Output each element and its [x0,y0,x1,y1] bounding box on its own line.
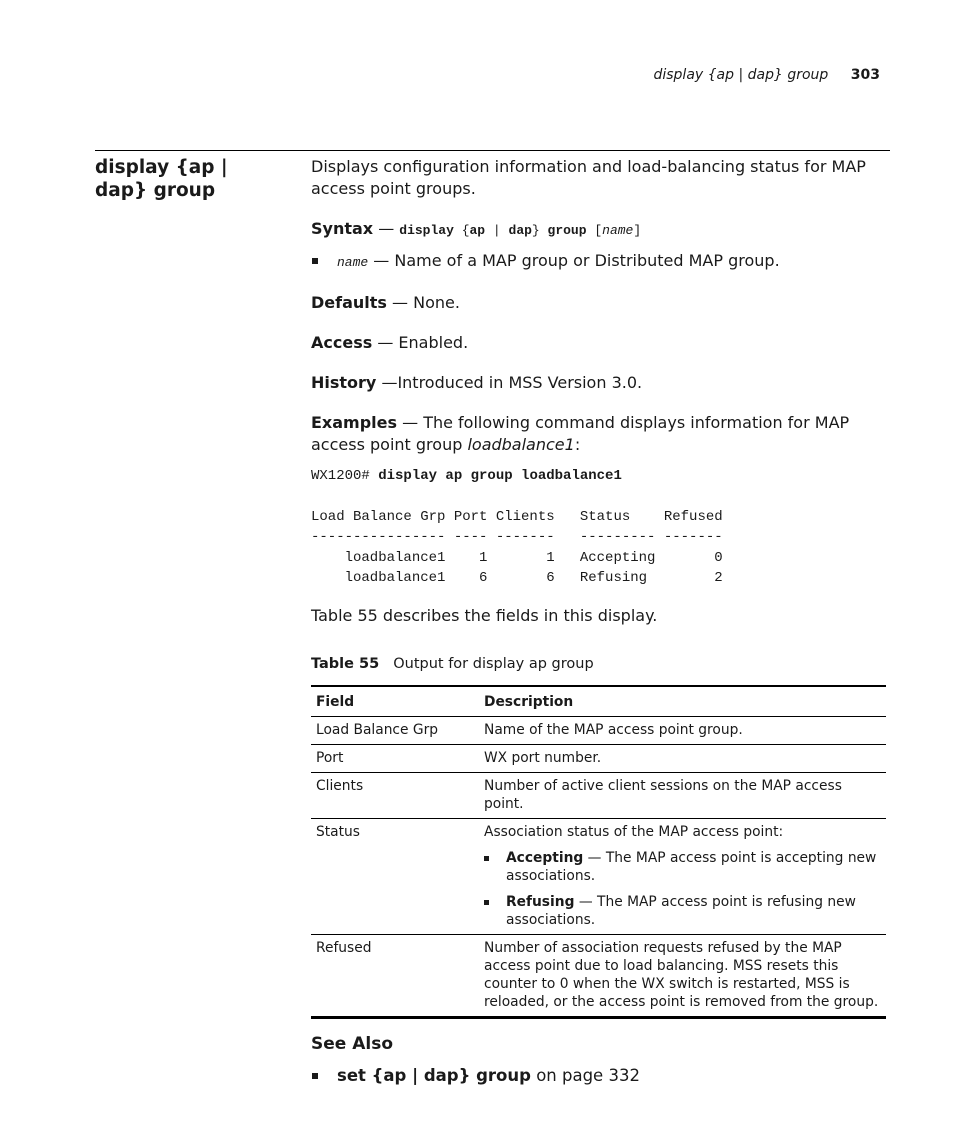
intro-text: Displays configuration information and load-balancing status for MAP access point groups. [311,157,866,198]
page-number: 303 [850,67,880,83]
see-also-heading: See Also [311,1033,394,1054]
syntax-bracket-close: ] [633,223,642,238]
command-output [311,507,886,589]
see-also-page: on page 332 [530,1065,640,1085]
syntax-brace-open: { [453,223,470,238]
table-row [311,818,886,934]
cell-field: Load Balance Grp [316,721,439,738]
access-text: — Enabled. [372,333,469,352]
status-term: Refusing [506,893,575,910]
examples-text: — The following command displays information for MAP access point group [311,413,850,454]
syntax-bracket-open: [ [586,223,603,238]
status-term-desc: — The MAP access point is accepting new associations. [506,849,877,884]
col-header-description: Description [484,693,574,710]
cell-description: Number of active client sessions on the MAP access point. [484,777,842,812]
access-label: Access [311,333,373,352]
table-row [311,744,886,772]
col-header-field: Field [316,693,355,710]
section-rule [95,150,890,151]
table-header-row [311,686,886,717]
status-bullet [484,849,881,885]
syntax-cmd-ap: ap [469,223,486,238]
syntax-dash: — [373,219,400,238]
table-reference: Table 55 describes the fields in this display. [311,605,658,625]
access-line [311,332,886,354]
bullet-square-icon [312,1073,318,1079]
output-line: loadbalance1 6 6 Refusing 2 [311,570,723,586]
command-line [311,466,886,487]
param-desc: — Name of a MAP group or Distributed MAP group. [368,251,780,270]
table-caption [311,653,886,675]
table-row [311,716,886,744]
history-text: —Introduced in MSS Version 3.0. [376,373,643,392]
syntax-cmd-display: display [399,223,454,238]
see-also-link[interactable]: set {ap | dap} group [337,1065,531,1085]
history-label: History [311,373,377,392]
cell-field: Clients [316,777,364,794]
output-line: loadbalance1 1 1 Accepting 0 [311,549,723,566]
running-title: display {ap | dap} group [653,67,829,83]
examples-label: Examples [311,413,398,432]
examples-line [311,412,886,456]
fields-table [311,685,886,1019]
running-header [653,67,880,83]
output-line: ---------------- ---- ------- --------- ------- [311,529,723,545]
syntax-cmd-group: group [547,223,587,238]
status-desc: Association status of the MAP access point: [484,823,784,840]
status-term-desc: — The MAP access point is refusing new associations. [506,893,856,928]
output-line: Load Balance Grp Port Clients Status Refused [311,508,723,525]
defaults-line [311,292,886,314]
command-text: display ap group loadbalance1 [378,468,622,484]
cell-field: Status [316,823,360,840]
cell-description: Name of the MAP access point group. [484,721,743,738]
bullet-square-icon [484,856,489,861]
examples-colon: : [574,435,581,454]
defaults-text: — None. [386,293,460,312]
status-term: Accepting [506,849,584,866]
param-list-item [311,250,886,274]
table-row [311,772,886,818]
section-body [311,156,886,1087]
cell-description: WX port number. [484,749,602,766]
cell-description [479,818,886,934]
section-title: display {ap | dap} group [95,157,228,201]
bullet-square-icon [312,258,318,264]
syntax-pipe: | [485,223,509,238]
table-row [311,934,886,1017]
cell-field: Refused [316,939,372,956]
syntax-line [311,218,886,242]
syntax-label: Syntax [311,219,374,238]
table-label: Table 55 [311,655,380,672]
command-prompt: WX1200# [311,468,379,484]
history-line [311,372,886,394]
examples-group: loadbalance1 [467,435,575,454]
param-name: name [337,255,369,270]
cell-field: Port [316,749,344,766]
syntax-param: name [602,223,634,238]
defaults-label: Defaults [311,293,387,312]
cell-description: Number of association requests refused by the MAP access point due to load balancing. MSS resets this counter to 0 when the WX switch is restarted, MSS is reloaded, or the access point is removed from the group. [484,939,879,1010]
see-also-item [311,1065,886,1087]
status-bullet [484,893,881,929]
syntax-cmd-dap: dap [508,223,532,238]
syntax-brace-close: } [531,223,548,238]
table-caption-text: Output for display ap group [393,655,594,672]
bullet-square-icon [484,900,489,905]
